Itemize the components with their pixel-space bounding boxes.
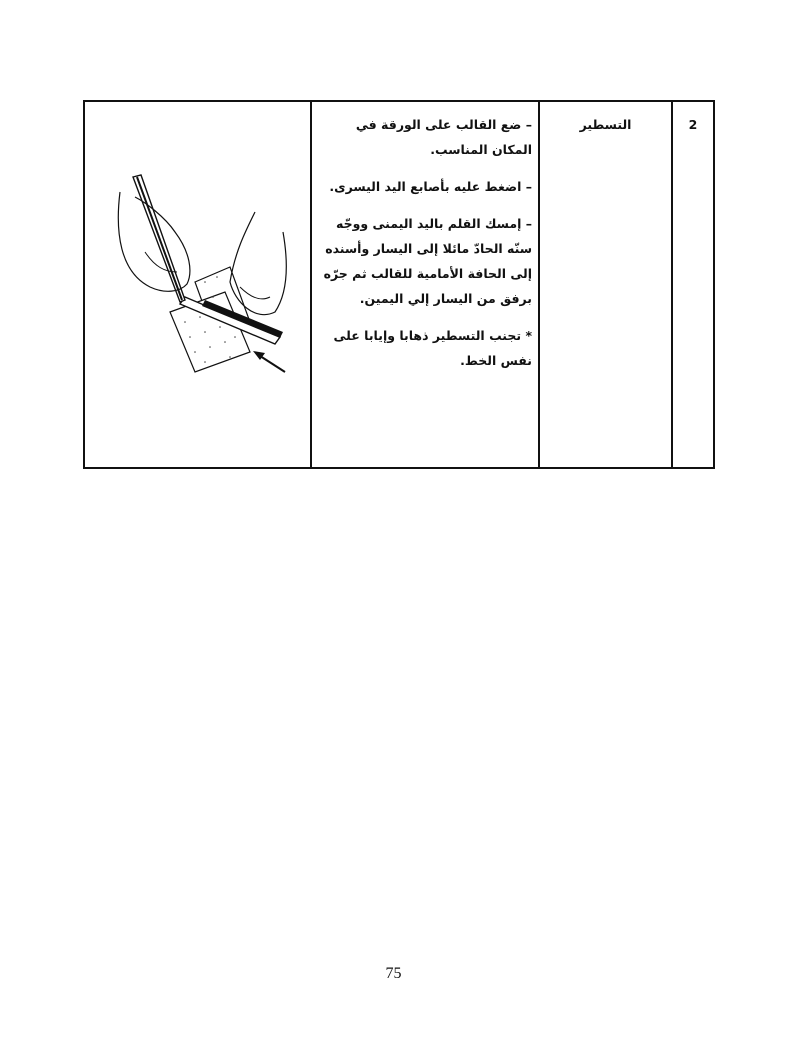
step-number: 2 [688, 117, 698, 132]
instruction-1: – ضع القالب على الورقة في المكان المناسب. [355, 117, 532, 157]
procedure-table [83, 100, 715, 469]
step-name-cell [540, 102, 673, 467]
pencil-ruler-hands-icon [105, 172, 305, 382]
instruction-2: – اضغط عليه بأصابع اليد اليسرى. [329, 179, 532, 194]
step-number-cell [673, 102, 713, 467]
step-name: التسطير [579, 117, 632, 132]
instructions-cell [312, 102, 540, 467]
illustration-cell [85, 102, 312, 467]
page-number: 75 [385, 965, 402, 982]
instruction-3: – إمسك القلم باليد اليمنى ووجّه سنّه الحادّ مائلا إلى اليسار وأسنده إلى الحافة الأمامية للقالب ثم جرّه برفق من اليسار إلي اليمين. [323, 216, 532, 306]
instruction-note: * تجنب التسطير ذهابا وإيابا على نفس الخط. [333, 328, 532, 368]
